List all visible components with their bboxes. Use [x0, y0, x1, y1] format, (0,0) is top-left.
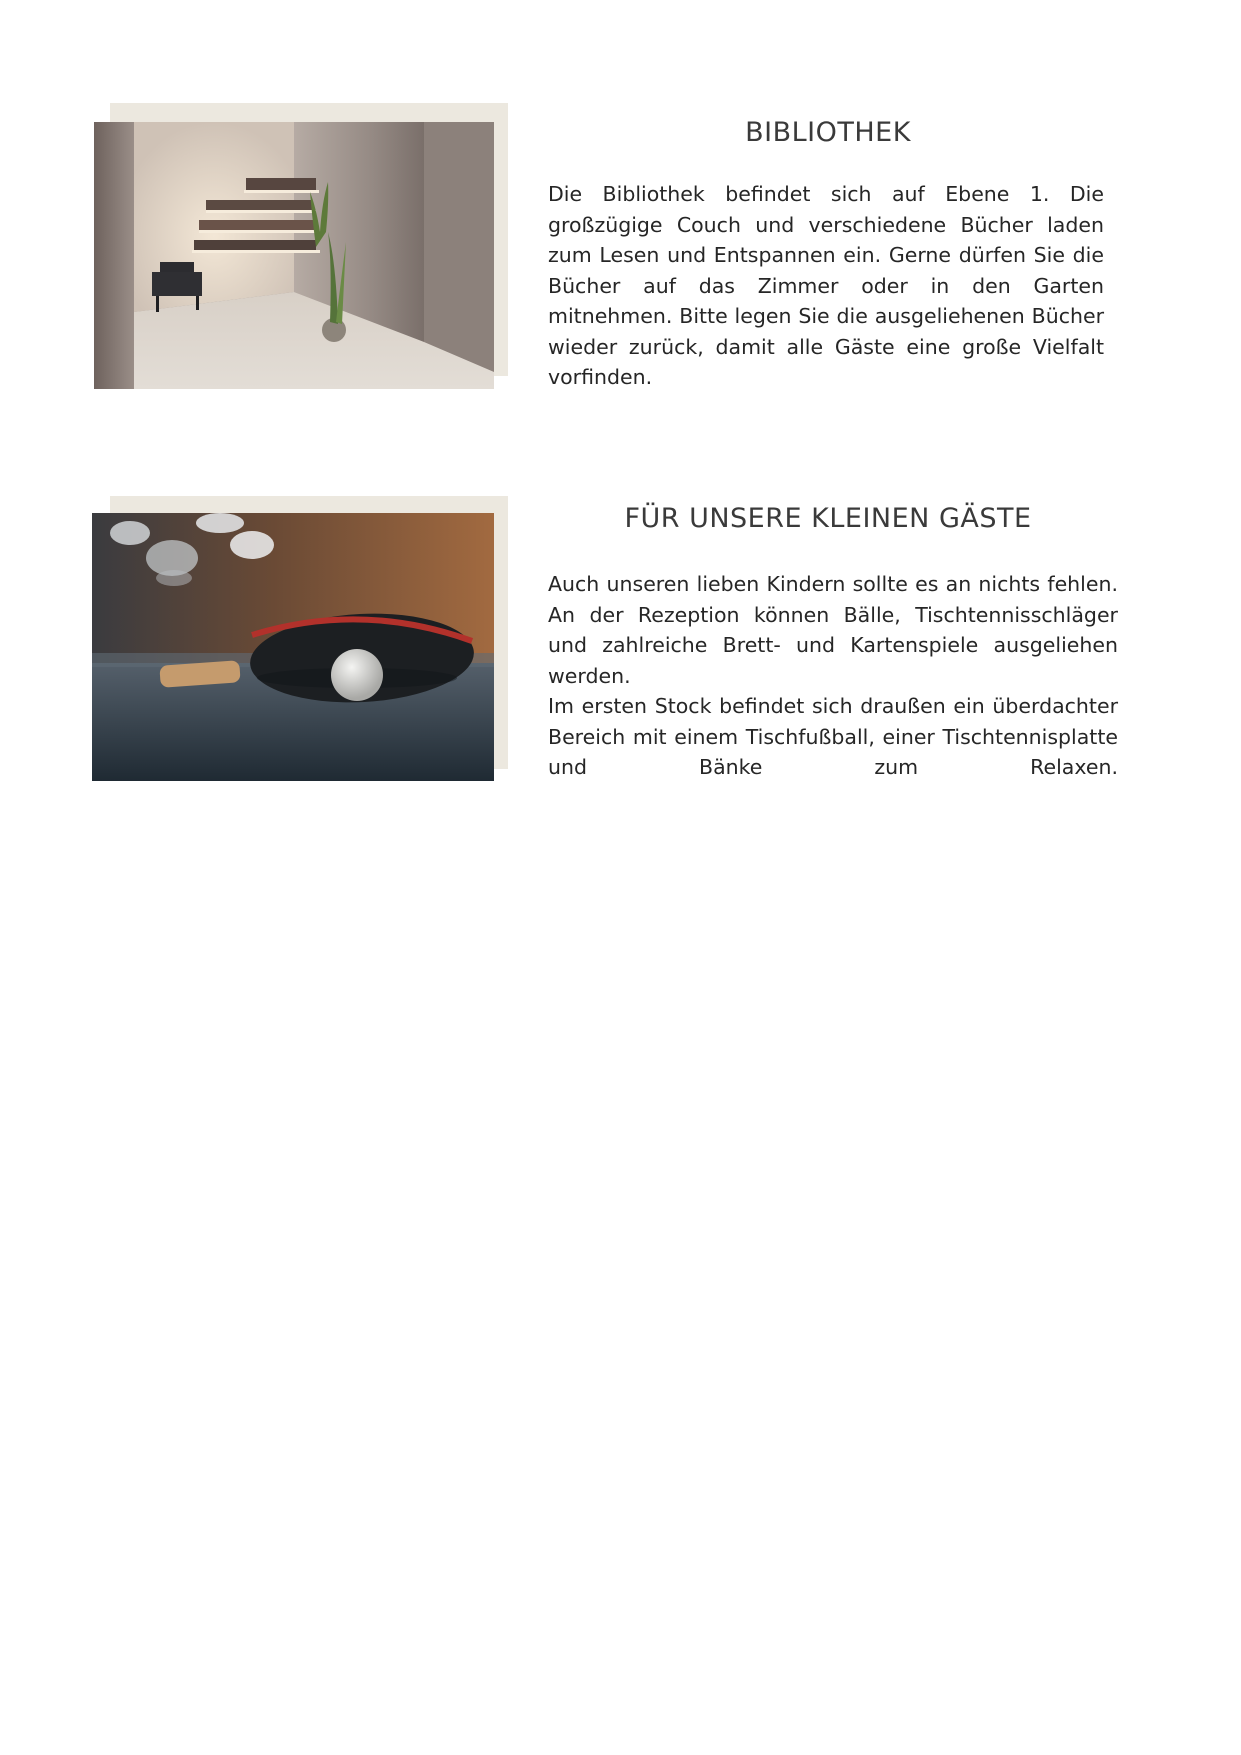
table-tennis-photo	[92, 513, 494, 781]
library-title: BIBLIOTHEK	[745, 117, 911, 148]
kids-title: FÜR UNSERE KLEINEN GÄSTE	[624, 503, 1032, 534]
kids-paragraph-2: Im ersten Stock befindet sich draußen ein überdachter Bereich mit einem Tischfußball, einer Tischtennisplatte und Bänke zum Relaxen.	[548, 694, 1118, 779]
library-paragraph: Die Bibliothek befindet sich auf Ebene 1. Die großzügige Couch und verschiedene Bücher laden zum Lesen und Entspannen ein. Gerne dürfen Sie die Bücher auf das Zimmer oder in den Garten mitnehmen. Bitte legen Sie die ausgeliehenen Bücher wieder zurück, damit alle Gäste eine große Vielfalt vorfinden.	[548, 182, 1104, 389]
library-photo	[94, 122, 494, 389]
kids-paragraph-1: Auch unseren lieben Kindern sollte es an nichts fehlen. An der Rezeption können Bälle, Tischtennisschläger und zahlreiche Brett- und Kartenspiele ausgeliehen werden.	[548, 572, 1118, 688]
